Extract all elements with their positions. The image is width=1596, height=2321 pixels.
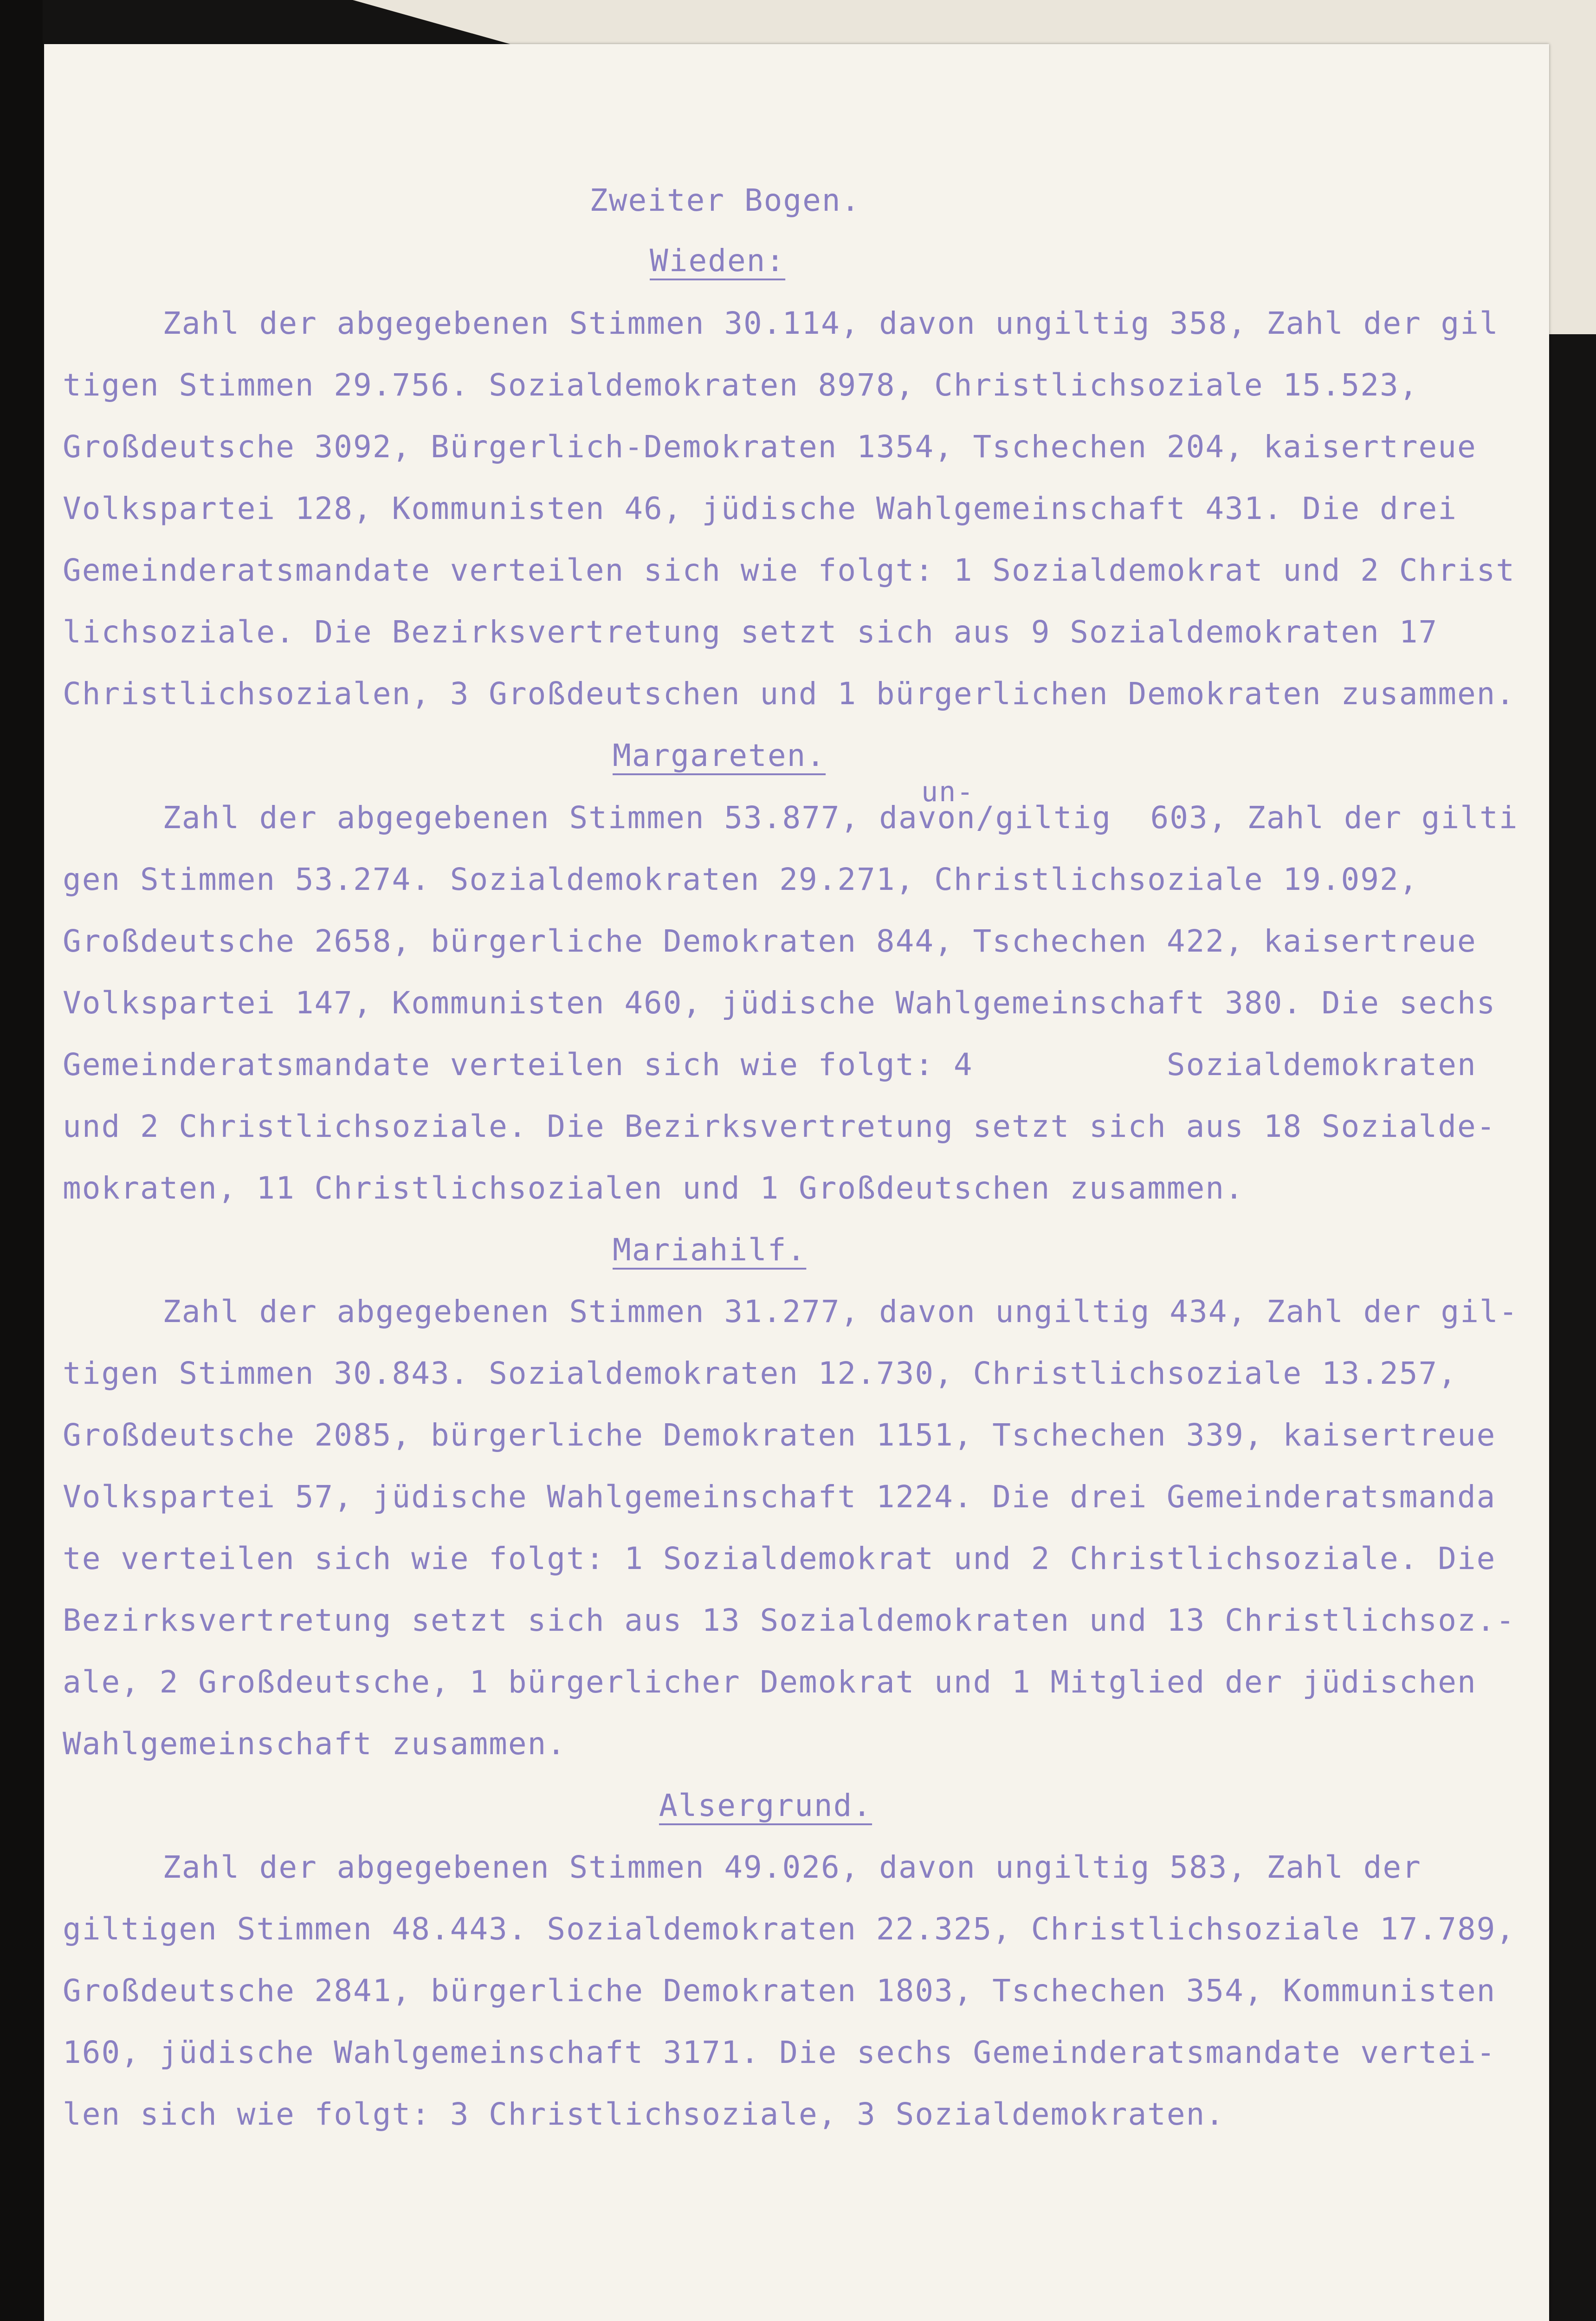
text-line: len sich wie folgt: 3 Christlichsoziale, 3 Sozialdemokraten. (63, 2096, 1225, 2132)
text-line: Zahl der abgegebenen Stimmen 53.877, davon/giltig 603, Zahl der gilti (162, 800, 1518, 836)
text-line: Volkspartei 57, jüdische Wahlgemeinschaft 1224. Die drei Gemeinderatsmanda (63, 1479, 1496, 1515)
text-line: Volkspartei 147, Kommunisten 460, jüdische Wahlgemeinschaft 380. Die sechs (63, 985, 1496, 1021)
text-line: Großdeutsche 2085, bürgerliche Demokraten 1151, Tschechen 339, kaisertreue (63, 1417, 1496, 1453)
text-line: 160, jüdische Wahlgemeinschaft 3171. Die sechs Gemeinderatsmandate vertei- (63, 2035, 1496, 2070)
scan-background (0, 0, 43, 2321)
text-line: Großdeutsche 2841, bürgerliche Demokraten 1803, Tschechen 354, Kommunisten (63, 1973, 1496, 2009)
text-line: Bezirksvertretung setzt sich aus 13 Sozialdemokraten und 13 Christlichsoz.- (63, 1602, 1516, 1638)
typed-text-block (44, 44, 1518, 2321)
text-line: Gemeinderatsmandate verteilen sich wie folgt: 4 Sozialdemokraten (63, 1047, 1477, 1083)
text-line: Gemeinderatsmandate verteilen sich wie folgt: 1 Sozialdemokrat und 2 Christ (63, 552, 1516, 588)
section-heading-wieden: Wieden: (650, 243, 786, 279)
section-heading-margareten: Margareten. (613, 738, 826, 773)
text-line: Großdeutsche 3092, Bürgerlich-Demokraten 1354, Tschechen 204, kaisertreue (63, 429, 1477, 465)
handwritten-insertion: un- (921, 776, 975, 808)
text-line: tigen Stimmen 30.843. Sozialdemokraten 12.730, Christlichsoziale 13.257, (63, 1355, 1457, 1391)
text-line: Zahl der abgegebenen Stimmen 49.026, davon ungiltig 583, Zahl der (162, 1849, 1422, 1885)
text-line: Volkspartei 128, Kommunisten 46, jüdische Wahlgemeinschaft 431. Die drei (63, 491, 1457, 526)
text-line: lichsoziale. Die Bezirksvertretung setzt sich aus 9 Sozialdemokraten 17 (63, 614, 1438, 650)
text-line: ale, 2 Großdeutsche, 1 bürgerlicher Demokrat und 1 Mitglied der jüdischen (63, 1664, 1477, 1700)
document-page (44, 44, 1549, 2321)
section-heading-alsergrund: Alsergrund. (659, 1788, 872, 1823)
text-line: Zahl der abgegebenen Stimmen 30.114, davon ungiltig 358, Zahl der gil (162, 305, 1499, 341)
text-line: te verteilen sich wie folgt: 1 Sozialdemokrat und 2 Christlichsoziale. Die (63, 1541, 1496, 1576)
text-line: Wahlgemeinschaft zusammen. (63, 1726, 567, 1762)
document-title: Zweiter Bogen. (589, 182, 861, 218)
section-heading-mariahilf: Mariahilf. (613, 1232, 807, 1268)
text-line: mokraten, 11 Christlichsozialen und 1 Großdeutschen zusammen. (63, 1170, 1244, 1206)
text-line: Zahl der abgegebenen Stimmen 31.277, davon ungiltig 434, Zahl der gil- (162, 1294, 1518, 1329)
text-line: gen Stimmen 53.274. Sozialdemokraten 29.271, Christlichsoziale 19.092, (63, 862, 1419, 897)
text-line: Großdeutsche 2658, bürgerliche Demokraten 844, Tschechen 422, kaisertreue (63, 923, 1477, 959)
text-line: und 2 Christlichsoziale. Die Bezirksvertretung setzt sich aus 18 Sozialde- (63, 1109, 1496, 1144)
text-line: Christlichsozialen, 3 Großdeutschen und 1 bürgerlichen Demokraten zusammen. (63, 676, 1516, 712)
text-line: tigen Stimmen 29.756. Sozialdemokraten 8978, Christlichsoziale 15.523, (63, 367, 1419, 403)
text-line: giltigen Stimmen 48.443. Sozialdemokraten 22.325, Christlichsoziale 17.789, (63, 1911, 1516, 1947)
